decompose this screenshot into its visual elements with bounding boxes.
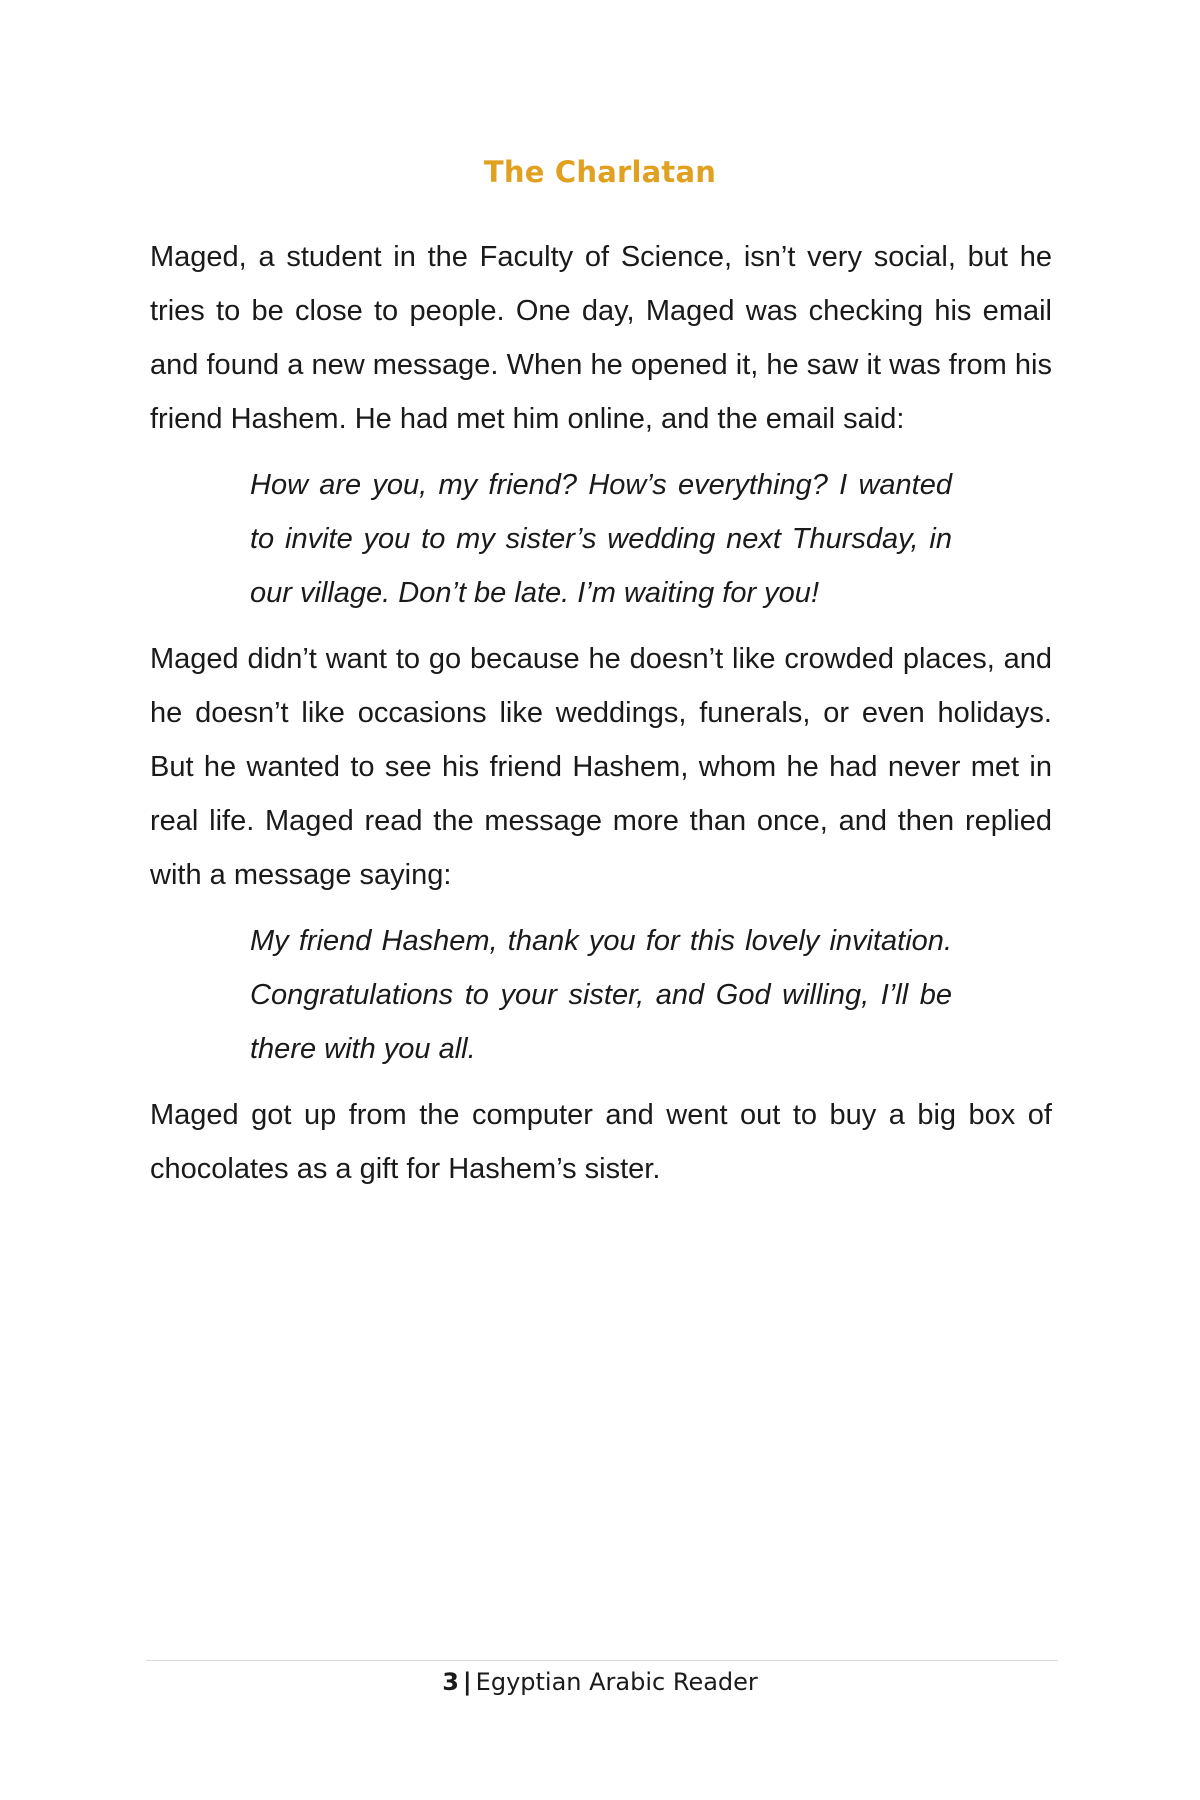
footer-divider — [146, 1660, 1058, 1661]
email-quote-1: How are you, my friend? How’s everything? I wanted to invite you to my sister’s wedding next Thursday, in our village. Don’t be late. I’m waiting for you! — [250, 469, 952, 609]
email-quote-2: My friend Hashem, thank you for this lovely invitation. Congratulations to your sister, and God willing, I’ll be there with you all. — [250, 925, 952, 1065]
page-footer — [0, 1668, 1200, 1696]
paragraph-2: Maged didn’t want to go because he doesn’t like crowded places, and he doesn’t like occasions like weddings, funerals, or even holidays. But he wanted to see his friend Hashem, whom he had never met in real life. Maged read the message more than once, and then replied with a message saying: — [150, 643, 1052, 891]
paragraph-1: Maged, a student in the Faculty of Science, isn’t very social, but he tries to be close to people. One day, Maged was checking his email and found a new message. When he opened it, he saw it was from his friend Hashem. He had met him online, and the email said: — [150, 241, 1052, 435]
footer-separator: | — [462, 1668, 472, 1696]
paragraph-3: Maged got up from the computer and went out to buy a big box of chocolates as a gift for Hashem’s sister. — [150, 1099, 1052, 1185]
page-number: 3 — [442, 1668, 459, 1696]
page-title: The Charlatan — [483, 155, 717, 189]
story-body — [150, 230, 1052, 1196]
book-title: Egyptian Arabic Reader — [475, 1668, 758, 1696]
